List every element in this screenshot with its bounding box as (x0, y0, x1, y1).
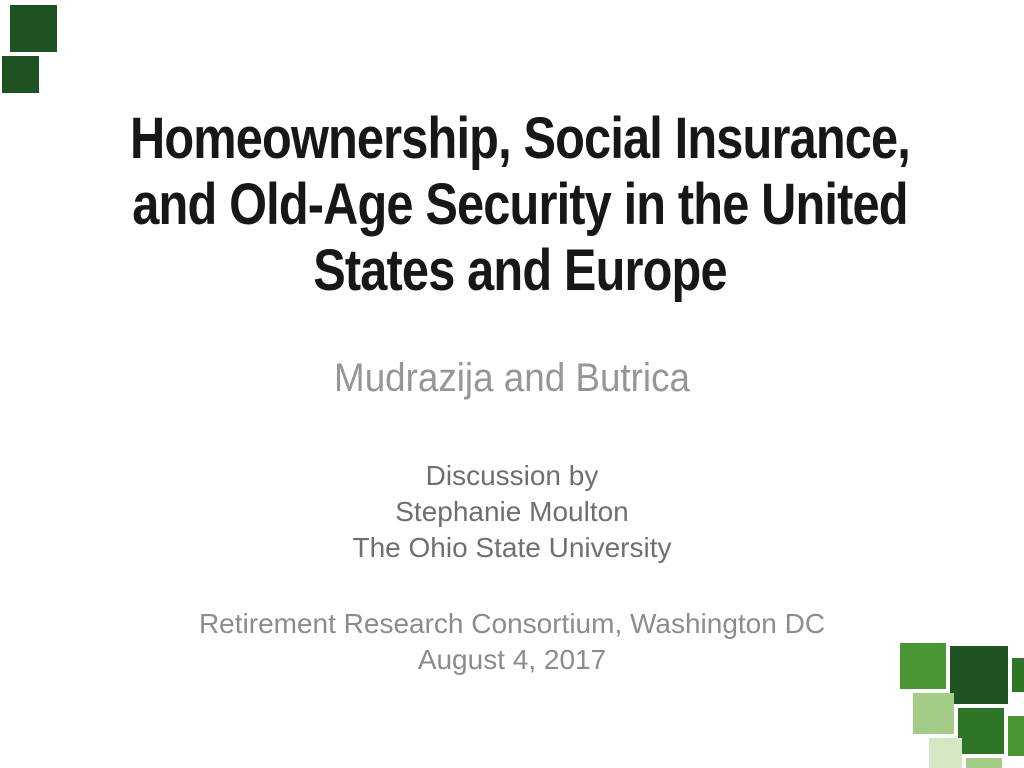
decor-square (966, 758, 1002, 768)
decor-square (913, 693, 954, 734)
slide-title (16, 106, 1024, 304)
decor-square (958, 708, 1004, 754)
event-line-1: Retirement Research Consortium, Washington DC (198, 608, 826, 639)
decor-square (1008, 716, 1024, 756)
title-line-2: and Old-Age Security in the United (132, 172, 908, 237)
event-block (0, 606, 1024, 678)
discussion-line-3: The Ohio State University (352, 532, 672, 563)
decor-square (10, 5, 57, 52)
title-line-3: States and Europe (313, 238, 727, 303)
discussion-line-1: Discussion by (425, 460, 599, 491)
decor-square (929, 738, 962, 768)
discussion-line-2: Stephanie Moulton (395, 496, 629, 527)
title-line-1: Homeownership, Social Insurance, (130, 106, 910, 171)
discussion-block (0, 458, 1024, 566)
decor-square (2, 56, 39, 93)
slide-subtitle-authors: Mudrazija and Butrica (334, 356, 690, 400)
event-line-2: August 4, 2017 (417, 644, 607, 675)
